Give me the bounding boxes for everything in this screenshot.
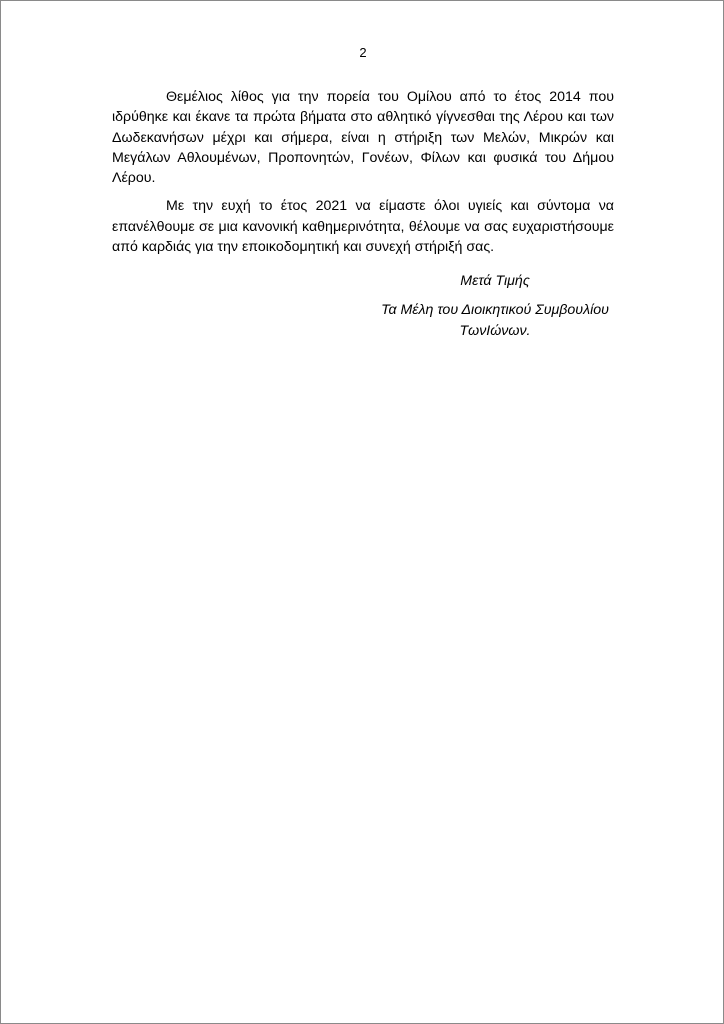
page-number: 2: [359, 45, 367, 60]
closing-signatory: Τα Μέλη του Διοικητικού Συμβουλίου ΤωνΙώνων.: [381, 302, 609, 339]
letter-closing: [375, 271, 615, 342]
letter-body: [112, 87, 614, 257]
closing-salutation: Μετά Τιμής: [460, 273, 530, 289]
body-paragraph-2: Με την ευχή το έτος 2021 να είμαστε όλοι υγιείς και σύντομα να επανέλθουμε σε μια κανονική καθημερινότητα, θέλουμε να σας ευχαριστήσουμε από καρδιάς για την εποικοδομητική και συνεχή στήριξή σας.: [112, 198, 614, 256]
body-paragraph-1: Θεμέλιος λίθος για την πορεία του Ομίλου από το έτος 2014 που ιδρύθηκε και έκανε τα πρώτα βήματα στο αθλητικό γίγνεσθαι της Λέρου και των Δωδεκανήσων μέχρι και σήμερα, είναι η στήριξη των Μελών, Μικρών και Μεγάλων Αθλουμένων, Προπονητών, Γονέων, Φίλων και φυσικά του Δήμου Λέρου.: [112, 89, 614, 187]
